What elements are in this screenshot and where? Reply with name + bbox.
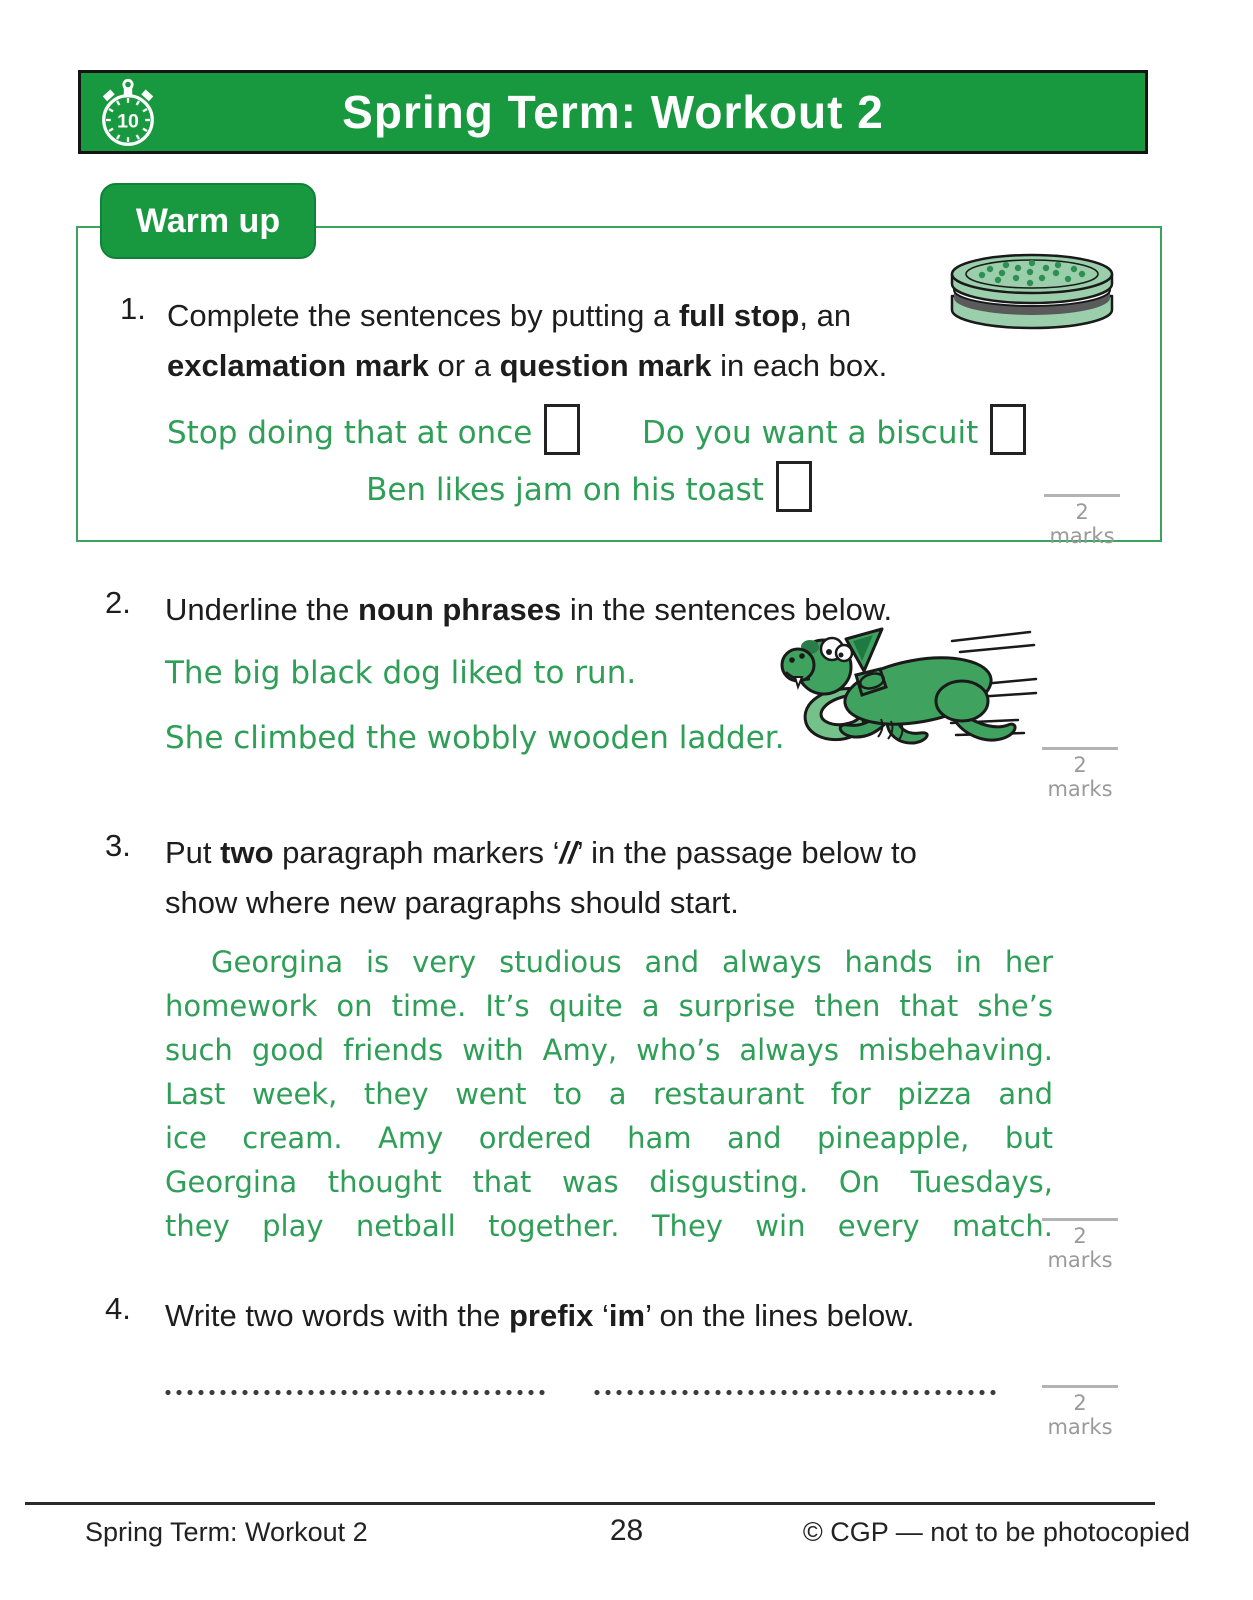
page-number: 28 [609, 1514, 644, 1547]
copyright-notice: © CGP — not to be photocopied [802, 1517, 1190, 1547]
prompt-text: ‘ [593, 1298, 609, 1333]
q1-marks [1044, 494, 1120, 548]
marks-label: 2 marks [1047, 1224, 1113, 1272]
warmup-tab: Warm up [100, 183, 316, 259]
q1-sentence-row-2 [78, 461, 1100, 512]
q3-passage [165, 940, 1053, 1248]
q4-marks [1042, 1385, 1118, 1439]
timer-value: 10 [117, 110, 139, 133]
question-3-prompt [165, 828, 1065, 928]
prompt-bold: im [608, 1298, 646, 1333]
prompt-bold: exclamation mark [167, 348, 429, 383]
passage-line: Last week, they went to a restaurant for pizza and [165, 1077, 1053, 1111]
marks-label: 2 marks [1047, 1391, 1113, 1439]
prompt-text: Put [165, 835, 221, 870]
question-4-prompt [165, 1291, 1115, 1341]
q3-marks [1042, 1218, 1118, 1272]
marks-label: 2 marks [1049, 500, 1115, 548]
q1-answer-box-2[interactable] [990, 404, 1026, 455]
marks-line [1044, 494, 1120, 497]
prompt-bold: full stop [678, 298, 800, 333]
q2-sentence-1: The big black dog liked to run. [165, 655, 637, 691]
q4-answer-line-1[interactable] [165, 1389, 547, 1396]
prompt-text: or a [428, 348, 500, 383]
footer-divider [25, 1502, 1155, 1505]
q1-sentence-3: Ben likes jam on his toast [366, 472, 764, 508]
question-1-number: 1. [120, 291, 146, 326]
dog-tooth [795, 677, 802, 687]
marks-line [1042, 1385, 1118, 1388]
page-title: Spring Term: Workout 2 [342, 86, 884, 138]
dog-haunch [936, 681, 988, 721]
prompt-text: paragraph markers ‘ [273, 835, 560, 870]
prompt-text: Underline the [165, 592, 359, 627]
q1-answer-box-1[interactable] [544, 404, 580, 455]
q1-sentence-2 [642, 404, 1026, 455]
q4-answer-line-2[interactable] [594, 1389, 996, 1396]
question-2-number: 2. [105, 585, 131, 620]
marks-line [1042, 747, 1118, 750]
q1-answer-box-3[interactable] [776, 461, 812, 512]
q1-sentence-row-1 [167, 404, 1120, 455]
prompt-text: Write two words with the [165, 1298, 509, 1333]
question-4 [76, 1283, 1158, 1443]
dog-eye-2 [836, 645, 852, 661]
running-dog-illustration [766, 625, 1041, 760]
prompt-bold: two [220, 835, 274, 870]
prompt-bold: noun phrases [358, 592, 562, 627]
biscuit-illustration [942, 238, 1122, 338]
prompt-text: show where new paragraphs should start. [165, 885, 739, 920]
passage-line: homework on time. It’s quite a surprise then that she’s [165, 989, 1053, 1023]
prompt-bold: question mark [499, 348, 712, 383]
question-1-prompt [167, 291, 967, 391]
question-3 [76, 820, 1158, 1272]
passage-line: Georgina is very studious and always hands in her [211, 945, 1053, 979]
marks-line [1042, 1218, 1118, 1221]
question-3-number: 3. [105, 828, 131, 863]
q1-sentence-1: Stop doing that at once [167, 415, 533, 451]
passage-line: ice cream. Amy ordered ham and pineapple, but [165, 1121, 1053, 1155]
prompt-text: in the sentences below. [561, 592, 893, 627]
passage-line: such good friends with Amy, who’s always misbehaving. [165, 1033, 1053, 1067]
paragraph-marker-symbol: // [559, 835, 577, 870]
question-4-number: 4. [105, 1291, 131, 1326]
prompt-text: ’ in the passage below to [576, 835, 917, 870]
page-header-banner [78, 70, 1148, 154]
marks-label: 2 marks [1047, 753, 1113, 801]
prompt-bold: prefix [508, 1298, 594, 1333]
prompt-text: ’ on the lines below. [645, 1298, 915, 1333]
q2-sentence-2: She climbed the wobbly wooden ladder. [165, 720, 785, 756]
question-2 [76, 575, 1158, 815]
footer-title: Spring Term: Workout 2 [85, 1517, 368, 1547]
prompt-text: , an [799, 298, 852, 333]
passage-line: Georgina thought that was disgusting. On Tuesdays, [165, 1165, 1053, 1199]
warmup-section [76, 226, 1162, 548]
q1-sentence-2-text: Do you want a biscuit [642, 415, 979, 451]
passage-line: they play netball together. They win every match. [165, 1209, 1053, 1243]
q2-marks [1042, 747, 1118, 801]
prompt-text: in each box. [711, 348, 888, 383]
prompt-text: Complete the sentences by putting a [167, 298, 679, 333]
